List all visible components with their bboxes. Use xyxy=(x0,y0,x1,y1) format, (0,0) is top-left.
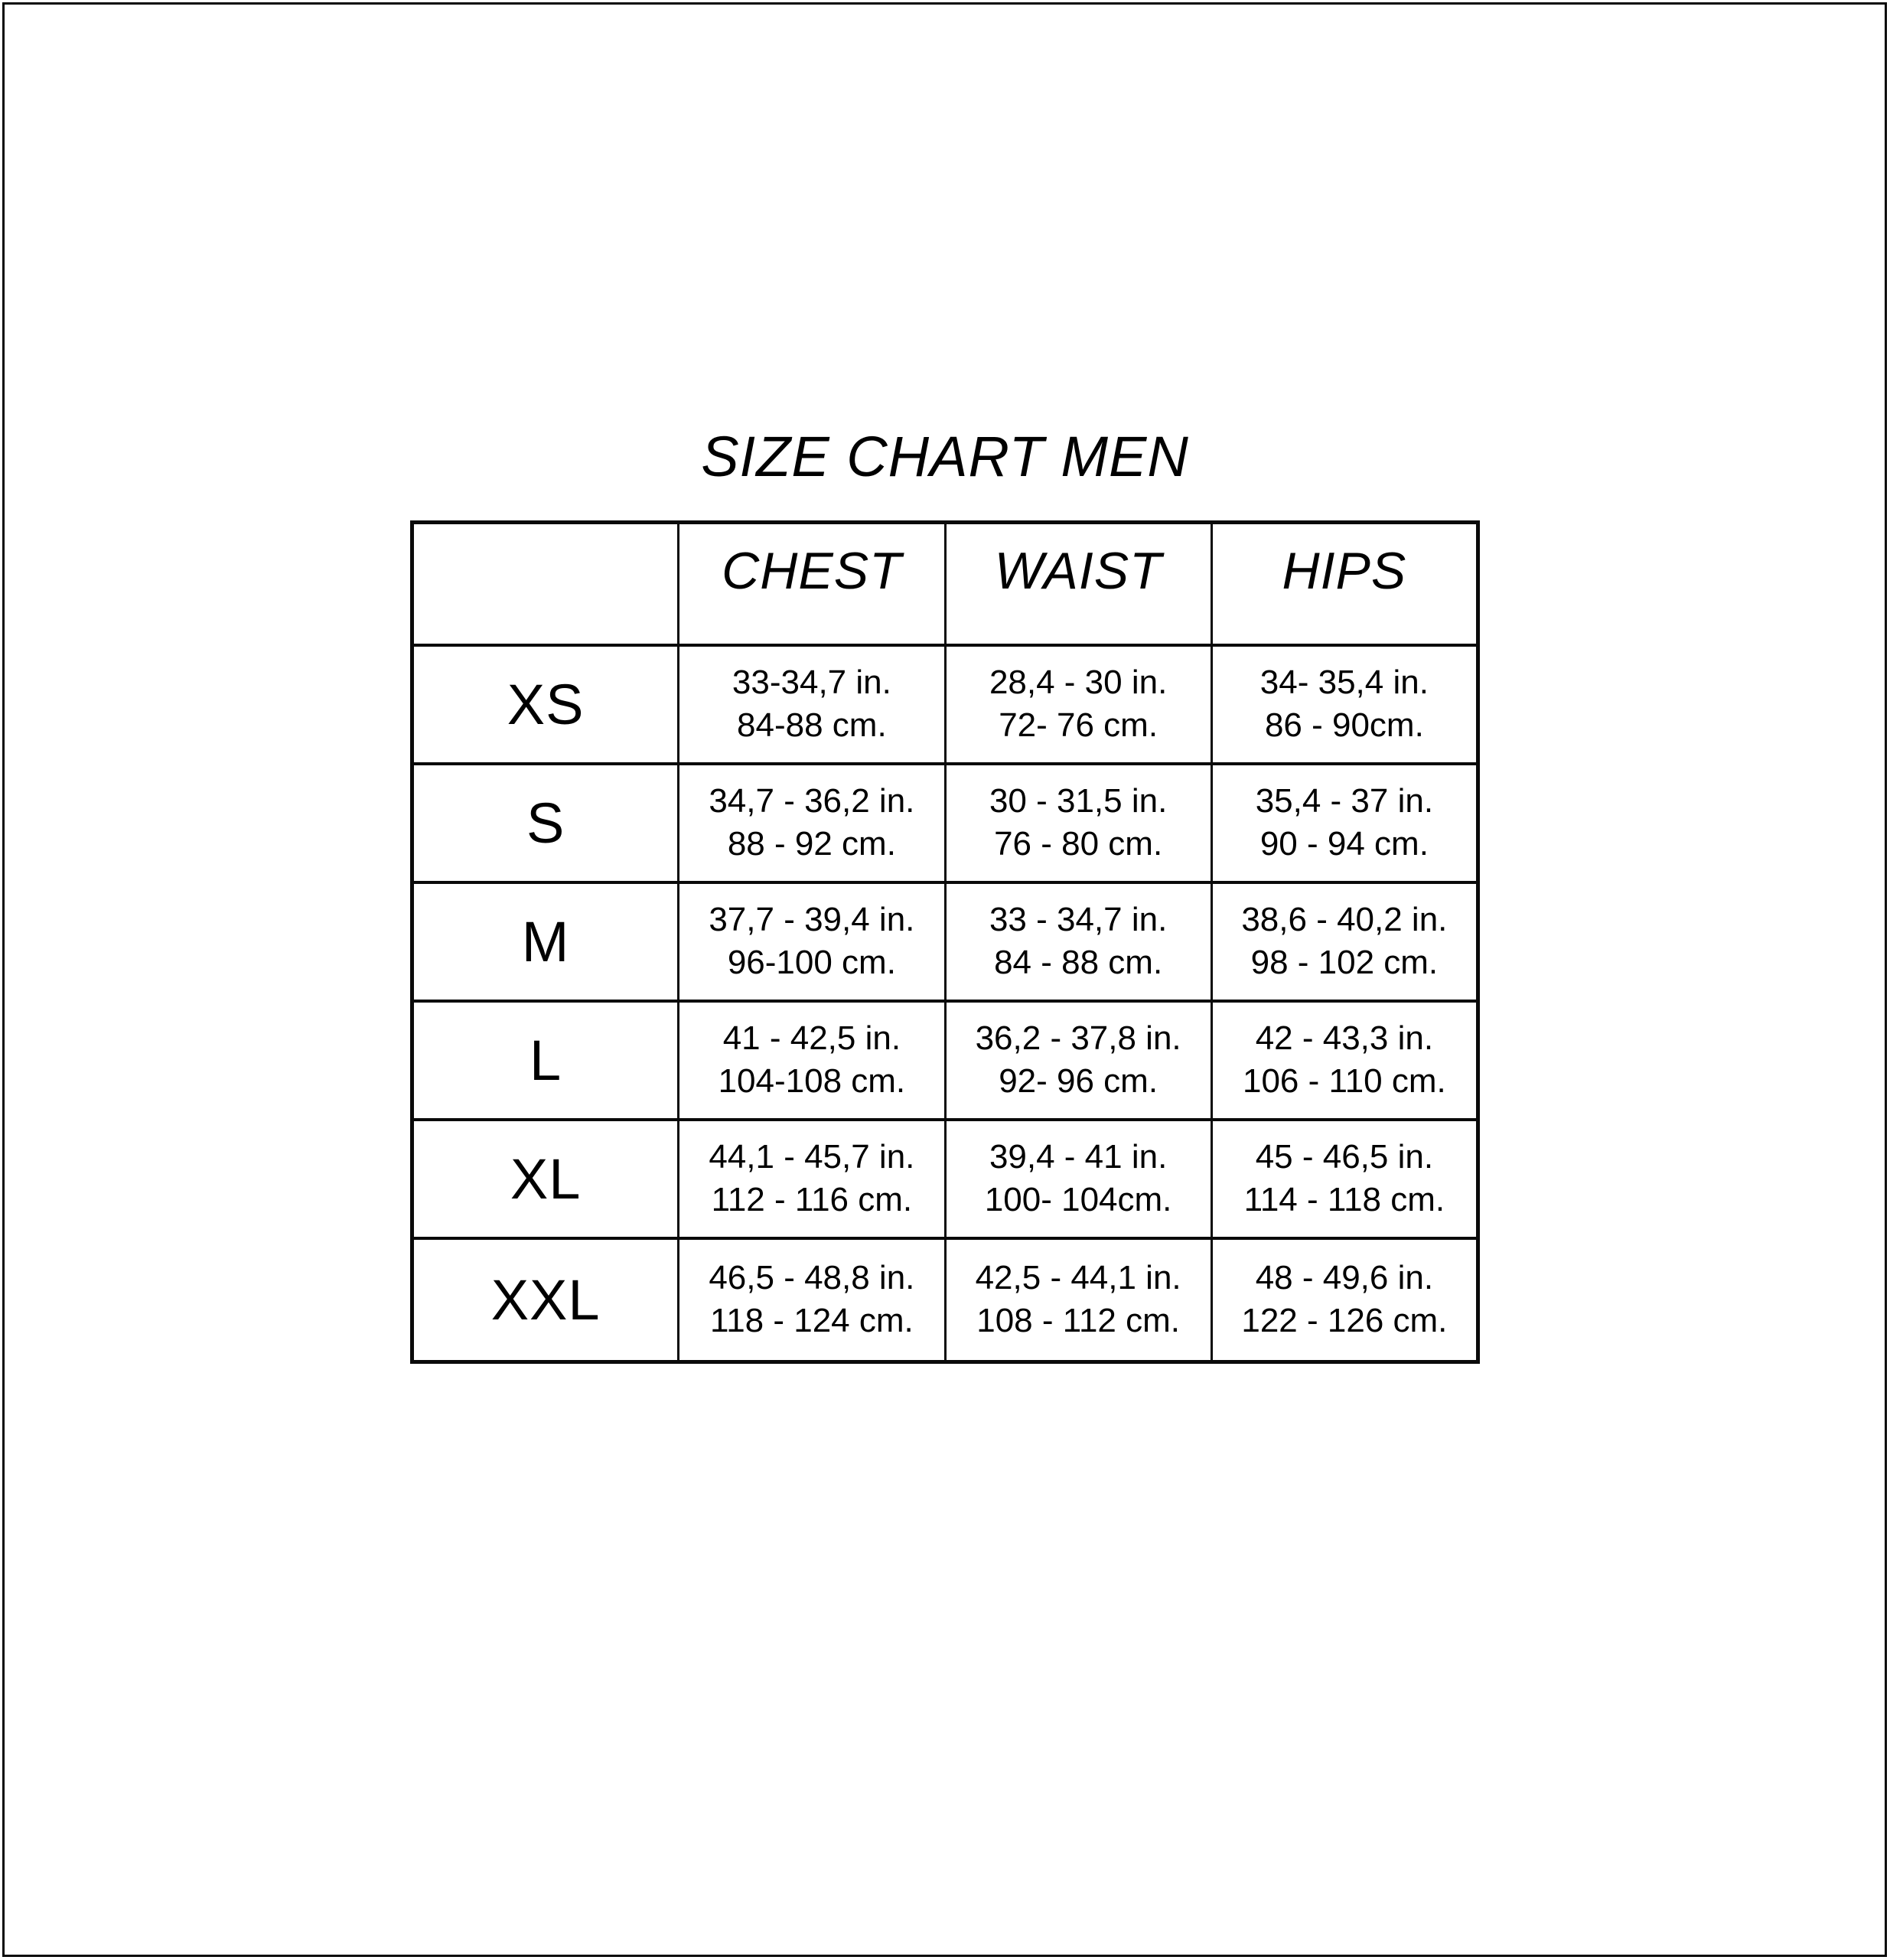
chest-cell-xs xyxy=(679,645,945,764)
chest-inches-l: 41 - 42,5 in. xyxy=(722,1019,901,1057)
chest-cell-l xyxy=(679,1001,945,1120)
hips-inches-xxl: 48 - 49,6 in. xyxy=(1255,1259,1434,1297)
waist-inches-xl: 39,4 - 41 in. xyxy=(989,1138,1168,1176)
table-row-m xyxy=(412,882,1478,1001)
waist-cell-xl xyxy=(945,1120,1211,1238)
waist-inches-l: 36,2 - 37,8 in. xyxy=(975,1019,1181,1057)
chest-cm-l: 104-108 cm. xyxy=(718,1062,906,1100)
waist-cell-l xyxy=(945,1001,1211,1120)
hips-cm-xl: 114 - 118 cm. xyxy=(1243,1181,1445,1218)
chest-cm-s: 88 - 92 cm. xyxy=(727,825,896,863)
waist-inches-s: 30 - 31,5 in. xyxy=(989,782,1168,820)
hips-cell-xs xyxy=(1211,645,1478,764)
chest-cm-xl: 112 - 116 cm. xyxy=(711,1181,913,1218)
size-label-xs: XS xyxy=(412,645,679,764)
corner-cell xyxy=(412,523,679,645)
waist-cm-xs: 72- 76 cm. xyxy=(999,706,1158,744)
chest-cell-xxl xyxy=(679,1238,945,1362)
table-row-xxl xyxy=(412,1238,1478,1362)
hips-cell-xxl xyxy=(1211,1238,1478,1362)
waist-cm-xl: 100- 104cm. xyxy=(984,1181,1172,1218)
size-label-m: M xyxy=(412,882,679,1001)
chest-cm-xxl: 118 - 124 cm. xyxy=(709,1302,914,1340)
column-header-chest: CHEST xyxy=(679,523,945,645)
hips-cell-xl xyxy=(1211,1120,1478,1238)
size-label-xl: XL xyxy=(412,1120,679,1238)
waist-inches-m: 33 - 34,7 in. xyxy=(989,901,1168,938)
chest-inches-s: 34,7 - 36,2 in. xyxy=(709,782,915,820)
waist-cm-l: 92- 96 cm. xyxy=(999,1062,1158,1100)
hips-inches-m: 38,6 - 40,2 in. xyxy=(1241,901,1448,938)
hips-cm-xxl: 122 - 126 cm. xyxy=(1241,1302,1448,1340)
waist-inches-xxl: 42,5 - 44,1 in. xyxy=(975,1259,1181,1297)
table-row-xl xyxy=(412,1120,1478,1238)
table-row-s xyxy=(412,764,1478,882)
waist-cm-s: 76 - 80 cm. xyxy=(994,825,1163,863)
table-row-l xyxy=(412,1001,1478,1120)
hips-inches-xs: 34- 35,4 in. xyxy=(1259,664,1429,701)
waist-cm-xxl: 108 - 112 cm. xyxy=(976,1302,1180,1340)
hips-cell-s xyxy=(1211,764,1478,882)
waist-inches-xs: 28,4 - 30 in. xyxy=(989,664,1168,701)
size-label-xxl: XXL xyxy=(412,1238,679,1362)
size-chart-table xyxy=(410,520,1480,1364)
size-label-l: L xyxy=(412,1001,679,1120)
hips-inches-xl: 45 - 46,5 in. xyxy=(1255,1138,1434,1176)
hips-cm-l: 106 - 110 cm. xyxy=(1242,1062,1446,1100)
hips-cm-m: 98 - 102 cm. xyxy=(1250,944,1439,981)
size-label-s: S xyxy=(412,764,679,882)
table-row-xs xyxy=(412,645,1478,764)
chest-cell-s xyxy=(679,764,945,882)
hips-inches-l: 42 - 43,3 in. xyxy=(1255,1019,1434,1057)
hips-cell-l xyxy=(1211,1001,1478,1120)
chest-cell-xl xyxy=(679,1120,945,1238)
waist-cell-xs xyxy=(945,645,1211,764)
chest-cm-m: 96-100 cm. xyxy=(727,944,896,981)
hips-inches-s: 35,4 - 37 in. xyxy=(1255,782,1434,820)
chest-inches-xl: 44,1 - 45,7 in. xyxy=(709,1138,915,1176)
waist-cell-s xyxy=(945,764,1211,882)
waist-cell-m xyxy=(945,882,1211,1001)
waist-cell-xxl xyxy=(945,1238,1211,1362)
chart-content xyxy=(0,422,1890,1364)
chest-inches-xs: 33-34,7 in. xyxy=(732,664,891,701)
hips-cm-xs: 86 - 90cm. xyxy=(1264,706,1424,744)
chest-cell-m xyxy=(679,882,945,1001)
header-row xyxy=(412,523,1478,645)
hips-cm-s: 90 - 94 cm. xyxy=(1259,825,1429,863)
chest-cm-xs: 84-88 cm. xyxy=(737,706,887,744)
column-header-waist: WAIST xyxy=(945,523,1211,645)
column-header-hips: HIPS xyxy=(1211,523,1478,645)
page-title: SIZE CHART MEN xyxy=(701,425,1189,488)
chest-inches-xxl: 46,5 - 48,8 in. xyxy=(709,1259,915,1297)
chest-inches-m: 37,7 - 39,4 in. xyxy=(709,901,915,938)
hips-cell-m xyxy=(1211,882,1478,1001)
waist-cm-m: 84 - 88 cm. xyxy=(994,944,1163,981)
